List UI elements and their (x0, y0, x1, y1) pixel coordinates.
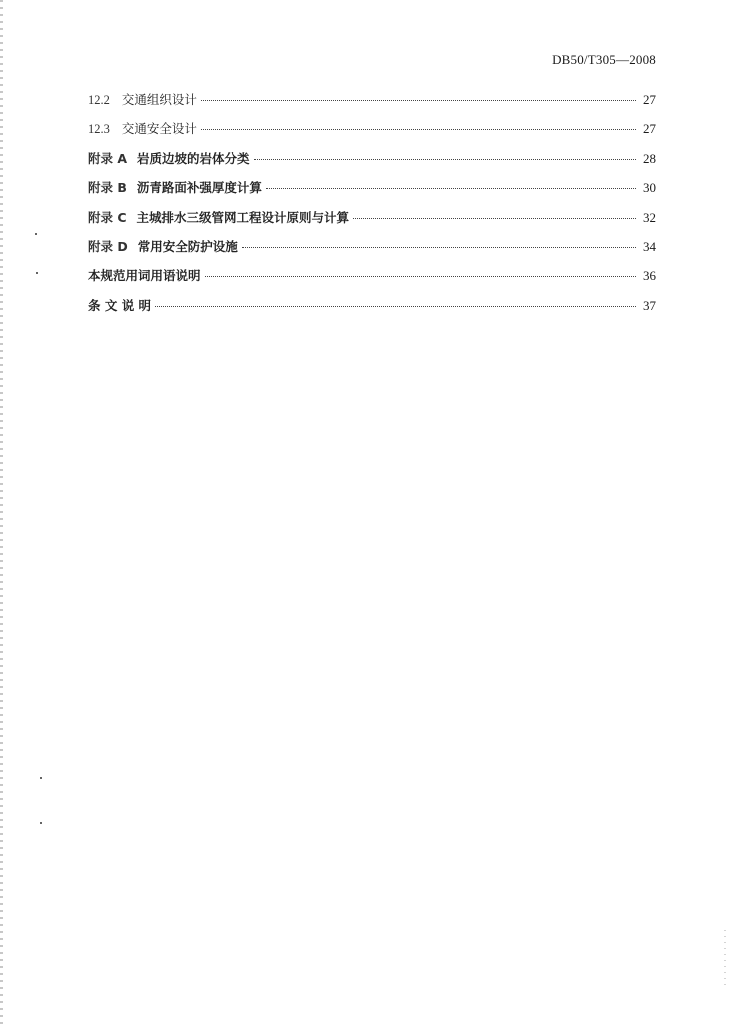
toc-entry-title: 沥青路面补强厚度计算 (136, 180, 262, 196)
toc-entry[interactable] (88, 266, 656, 295)
toc-entry-page: 34 (643, 238, 656, 254)
toc-entry-title: 条 文 说 明 (88, 297, 152, 313)
toc-entry-page: 28 (643, 150, 656, 166)
scan-speck (35, 233, 37, 235)
toc-leader-dots (266, 188, 636, 189)
toc-leader-dots (155, 306, 636, 307)
toc-entry-page: 27 (643, 121, 656, 137)
toc-entry-title: 本规范用词用语说明 (88, 268, 201, 284)
toc-leader-dots (201, 129, 636, 130)
toc-entry-number: 12.2 (88, 93, 110, 107)
toc-entry[interactable] (88, 208, 656, 237)
toc-entry-page: 37 (643, 297, 656, 313)
toc-entry-number: 附录 B (88, 180, 127, 196)
scan-speck (40, 777, 42, 779)
toc-leader-dots (353, 218, 636, 219)
toc-leader-dots (242, 247, 636, 248)
toc-leader-dots (254, 159, 636, 160)
toc-entry-number: 附录 C (88, 209, 127, 225)
toc-leader-dots (205, 276, 636, 277)
toc-entry[interactable] (88, 90, 656, 119)
toc-entry-title: 交通安全设计 (121, 121, 197, 137)
toc-entry-title: 交通组织设计 (121, 92, 197, 107)
scan-speck (40, 822, 42, 824)
toc-entry-number: 12.3 (88, 122, 110, 137)
toc-entry[interactable] (88, 178, 656, 207)
toc-leader-dots (201, 100, 636, 101)
toc-entry-title: 岩质边坡的岩体分类 (137, 150, 250, 166)
toc-entry-title: 常用安全防护设施 (137, 238, 238, 254)
scan-right-edge (724, 930, 726, 990)
toc-entry[interactable] (88, 119, 656, 148)
toc-entry-title: 主城排水三级管网工程设计原则与计算 (136, 209, 350, 225)
toc-entry-number: 附录 D (88, 238, 128, 254)
scan-left-edge (0, 0, 3, 1024)
toc-entry[interactable] (88, 149, 656, 178)
toc-entry-page: 32 (643, 209, 656, 225)
document-code: DB50/T305—2008 (552, 52, 656, 67)
toc-entry-number: 附录 A (88, 150, 128, 166)
toc-entry-page: 36 (643, 268, 656, 284)
table-of-contents (88, 90, 656, 325)
toc-entry[interactable] (88, 296, 656, 325)
toc-entry-page: 27 (643, 92, 656, 107)
toc-entry-page: 30 (643, 180, 656, 196)
scan-speck (36, 272, 38, 274)
toc-entry[interactable] (88, 237, 656, 266)
